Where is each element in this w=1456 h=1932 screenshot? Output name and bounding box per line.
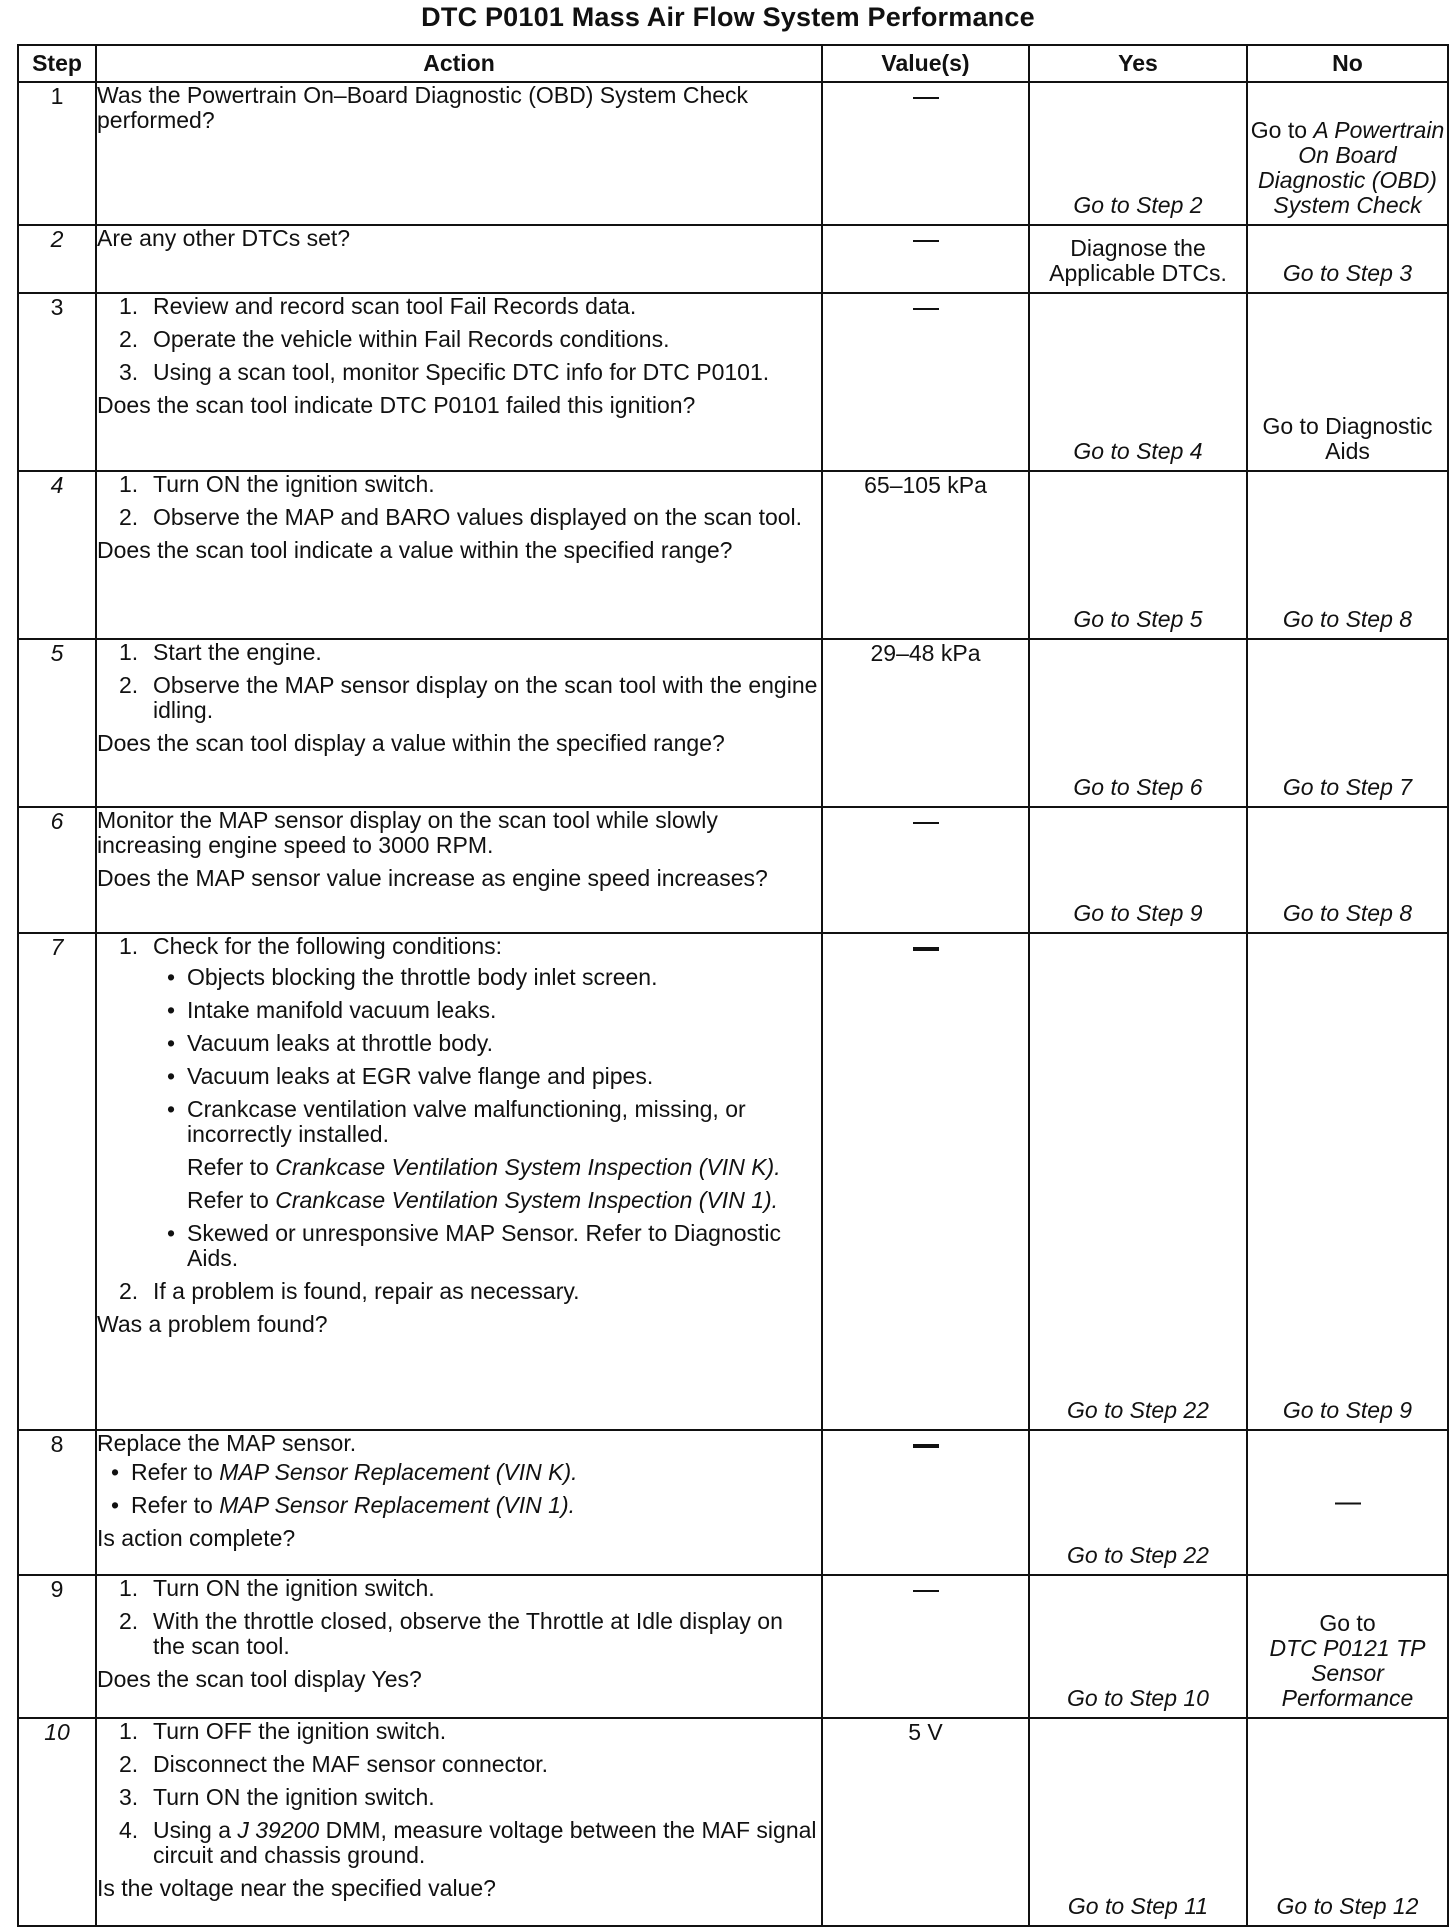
no-text bbox=[1248, 1490, 1447, 1515]
no-text: Go to Step 9 bbox=[1282, 1397, 1413, 1423]
table-header-row bbox=[18, 45, 1448, 82]
yes-text: Go to Step 6 bbox=[1073, 774, 1203, 800]
action-cell bbox=[96, 293, 822, 471]
header-values: Value(s) bbox=[822, 45, 1029, 82]
condition-list bbox=[153, 965, 821, 1271]
action-step: 1. Start the engine. bbox=[119, 639, 322, 665]
no-cell bbox=[1247, 1430, 1448, 1575]
yes-cell bbox=[1029, 1430, 1247, 1575]
value-dash bbox=[913, 822, 939, 824]
action-steps bbox=[97, 934, 821, 1304]
value-cell: 65–105 kPa bbox=[822, 471, 1029, 639]
no-text: Go to Step 7 bbox=[1282, 774, 1413, 800]
value-dash bbox=[913, 308, 939, 310]
action-question: Was a problem found? bbox=[97, 1311, 328, 1337]
value-cell bbox=[822, 807, 1029, 933]
no-cell bbox=[1247, 807, 1448, 933]
no-text bbox=[1248, 1611, 1447, 1711]
yes-cell bbox=[1029, 471, 1247, 639]
no-text bbox=[1248, 118, 1447, 218]
no-cell bbox=[1247, 933, 1448, 1430]
yes-cell bbox=[1029, 225, 1247, 293]
condition-item: • Vacuum leaks at EGR valve flange and pipes. bbox=[167, 1063, 654, 1089]
yes-cell bbox=[1029, 1718, 1247, 1926]
no-text: Go to Step 8 bbox=[1282, 606, 1413, 632]
action-steps bbox=[97, 640, 821, 723]
table-row bbox=[18, 293, 1448, 471]
value-cell bbox=[822, 293, 1029, 471]
diagnostic-table bbox=[17, 44, 1449, 1927]
value-dash bbox=[913, 947, 939, 951]
yes-text: Go to Step 4 bbox=[1073, 438, 1203, 464]
action-steps bbox=[97, 1719, 821, 1868]
yes-text: Go to Step 9 bbox=[1073, 900, 1203, 926]
action-steps bbox=[97, 472, 821, 530]
action-steps bbox=[97, 1576, 821, 1659]
table-row bbox=[18, 807, 1448, 933]
action-cell bbox=[96, 471, 822, 639]
table-row bbox=[18, 471, 1448, 639]
step-number: 7 bbox=[18, 933, 96, 1430]
action-cell bbox=[96, 82, 822, 225]
value-dash bbox=[913, 97, 939, 99]
no-dash bbox=[1335, 1503, 1361, 1505]
no-italic: A Powertrain On Board Diagnostic (OBD) System Check bbox=[1258, 117, 1445, 218]
header-action: Action bbox=[96, 45, 822, 82]
value-cell bbox=[822, 225, 1029, 293]
no-prefix: Go to bbox=[1250, 117, 1314, 143]
value-cell: 5 V bbox=[822, 1718, 1029, 1926]
yes-cell bbox=[1029, 639, 1247, 807]
condition-item: • Intake manifold vacuum leaks. bbox=[167, 997, 497, 1023]
step-number: 6 bbox=[18, 807, 96, 933]
no-cell bbox=[1247, 1575, 1448, 1718]
value-cell bbox=[822, 82, 1029, 225]
yes-cell bbox=[1029, 1575, 1247, 1718]
yes-text: Go to Step 22 bbox=[1067, 1397, 1209, 1423]
condition-item: • Skewed or unresponsive MAP Sensor. Refer to Diagnostic Aids. bbox=[167, 1220, 782, 1271]
table-row bbox=[18, 639, 1448, 807]
no-text: Go to Step 12 bbox=[1276, 1893, 1419, 1919]
action-step: 2. Observe the MAP and BARO values displayed on the scan tool. bbox=[119, 504, 803, 530]
no-prefix: Go to bbox=[1319, 1610, 1376, 1636]
action-step: 2. Observe the MAP sensor display on the scan tool with the engine idling. bbox=[119, 672, 818, 723]
action-question: Does the scan tool display Yes? bbox=[97, 1666, 422, 1692]
action-step: 1. Review and record scan tool Fail Records data. bbox=[119, 293, 637, 319]
action-question: Is action complete? bbox=[97, 1525, 296, 1551]
condition-item: • Crankcase ventilation valve malfunctioning, missing, or incorrectly installed. bbox=[167, 1096, 746, 1147]
yes-cell bbox=[1029, 933, 1247, 1430]
value-dash bbox=[913, 1590, 939, 1592]
action-step: 1. Turn OFF the ignition switch. bbox=[119, 1718, 447, 1744]
value-cell: 29–48 kPa bbox=[822, 639, 1029, 807]
step-number: 3 bbox=[18, 293, 96, 471]
yes-cell bbox=[1029, 293, 1247, 471]
no-cell bbox=[1247, 639, 1448, 807]
action-step: 2. With the throttle closed, observe the Throttle at Idle display on the scan tool. bbox=[119, 1608, 783, 1659]
table-row bbox=[18, 1718, 1448, 1926]
action-cell bbox=[96, 933, 822, 1430]
reference-item: Refer to Crankcase Ventilation System Inspection (VIN 1). bbox=[187, 1187, 779, 1213]
yes-text: Go to Step 22 bbox=[1067, 1542, 1209, 1568]
page-title: DTC P0101 Mass Air Flow System Performance bbox=[421, 2, 1035, 32]
action-question: Does the scan tool indicate a value within the specified range? bbox=[97, 537, 733, 563]
no-text: Go to Diagnostic Aids bbox=[1262, 413, 1433, 464]
header-no: No bbox=[1247, 45, 1448, 82]
action-step: 4. Using a J 39200 DMM, measure voltage between the MAF signal circuit and chassis ground. bbox=[119, 1817, 817, 1868]
step-number: 1 bbox=[18, 82, 96, 225]
table-row bbox=[18, 933, 1448, 1430]
yes-cell bbox=[1029, 82, 1247, 225]
table-row bbox=[18, 225, 1448, 293]
action-question: Is the voltage near the specified value? bbox=[97, 1875, 496, 1901]
reference-item: • Refer to MAP Sensor Replacement (VIN 1). bbox=[111, 1492, 575, 1518]
action-step: 1. Check for the following conditions: • Objects blocking the throttle body inlet screen. • Intake manifold vacuum leaks. • Vacuum leaks at throttle body. • Vacuum leaks at EGR valve flange and pipes. • Crankcase ventilation valve malfunctioning, missing, or incorrectly installed. Refer to Crankcase Ventilation System Inspection (VIN K). Refer to Crankcase Ventilation System Inspection (VIN 1). • Skewed or unresponsive MAP Sensor. Refer to Diagnostic Aids. bbox=[97, 934, 821, 1271]
action-steps bbox=[97, 294, 821, 385]
yes-text: Go to Step 2 bbox=[1073, 192, 1203, 218]
table-row bbox=[18, 1430, 1448, 1575]
table-row bbox=[18, 82, 1448, 225]
no-cell bbox=[1247, 82, 1448, 225]
condition-item: • Objects blocking the throttle body inlet screen. bbox=[167, 964, 658, 990]
table-row bbox=[18, 1575, 1448, 1718]
action-step: 1. Turn ON the ignition switch. bbox=[119, 471, 435, 497]
no-cell bbox=[1247, 225, 1448, 293]
no-text: Go to Step 8 bbox=[1282, 900, 1413, 926]
condition-item: • Vacuum leaks at throttle body. bbox=[167, 1030, 493, 1056]
no-text: Go to Step 3 bbox=[1282, 260, 1413, 286]
action-cell bbox=[96, 1575, 822, 1718]
action-cell bbox=[96, 807, 822, 933]
action-question: Does the scan tool indicate DTC P0101 failed this ignition? bbox=[97, 392, 696, 418]
action-paragraph: Monitor the MAP sensor display on the scan tool while slowly increasing engine speed to 3000 RPM. bbox=[97, 807, 718, 858]
no-italic: DTC P0121 TP Sensor Performance bbox=[1269, 1635, 1426, 1711]
step-number: 2 bbox=[18, 225, 96, 293]
action-text: Was the Powertrain On–Board Diagnostic (OBD) System Check performed? bbox=[97, 82, 749, 133]
action-step: 1. Turn ON the ignition switch. bbox=[119, 1575, 435, 1601]
no-cell bbox=[1247, 471, 1448, 639]
value-dash bbox=[913, 1444, 939, 1448]
step-number: 5 bbox=[18, 639, 96, 807]
action-step: 3. Turn ON the ignition switch. bbox=[119, 1784, 435, 1810]
reference-item: • Refer to MAP Sensor Replacement (VIN K). bbox=[111, 1459, 578, 1485]
action-step: 2. Operate the vehicle within Fail Records conditions. bbox=[119, 326, 670, 352]
value-cell bbox=[822, 933, 1029, 1430]
action-step: 3. Using a scan tool, monitor Specific DTC info for DTC P0101. bbox=[119, 359, 770, 385]
header-yes: Yes bbox=[1029, 45, 1247, 82]
action-cell bbox=[96, 1718, 822, 1926]
yes-text: Diagnose the Applicable DTCs. bbox=[1049, 235, 1227, 286]
step-number: 9 bbox=[18, 1575, 96, 1718]
action-question: Does the scan tool display a value within the specified range? bbox=[97, 730, 725, 756]
yes-text: Go to Step 11 bbox=[1067, 1893, 1209, 1919]
value-cell bbox=[822, 1430, 1029, 1575]
no-cell bbox=[1247, 293, 1448, 471]
action-cell bbox=[96, 225, 822, 293]
reference-list bbox=[97, 1460, 821, 1518]
action-step: 2. If a problem is found, repair as necessary. bbox=[119, 1278, 580, 1304]
action-text: Are any other DTCs set? bbox=[97, 225, 351, 251]
action-step: 2. Disconnect the MAF sensor connector. bbox=[119, 1751, 549, 1777]
action-cell bbox=[96, 639, 822, 807]
action-question: Does the MAP sensor value increase as engine speed increases? bbox=[97, 865, 768, 891]
yes-cell bbox=[1029, 807, 1247, 933]
action-paragraph: Replace the MAP sensor. bbox=[97, 1430, 357, 1456]
step-number: 10 bbox=[18, 1718, 96, 1926]
reference-item: Refer to Crankcase Ventilation System Inspection (VIN K). bbox=[187, 1154, 781, 1180]
value-cell bbox=[822, 1575, 1029, 1718]
header-step: Step bbox=[18, 45, 96, 82]
no-cell bbox=[1247, 1718, 1448, 1926]
yes-text: Go to Step 10 bbox=[1067, 1685, 1209, 1711]
step-number: 4 bbox=[18, 471, 96, 639]
action-cell bbox=[96, 1430, 822, 1575]
yes-text: Go to Step 5 bbox=[1073, 606, 1203, 632]
value-dash bbox=[913, 240, 939, 242]
step-number: 8 bbox=[18, 1430, 96, 1575]
